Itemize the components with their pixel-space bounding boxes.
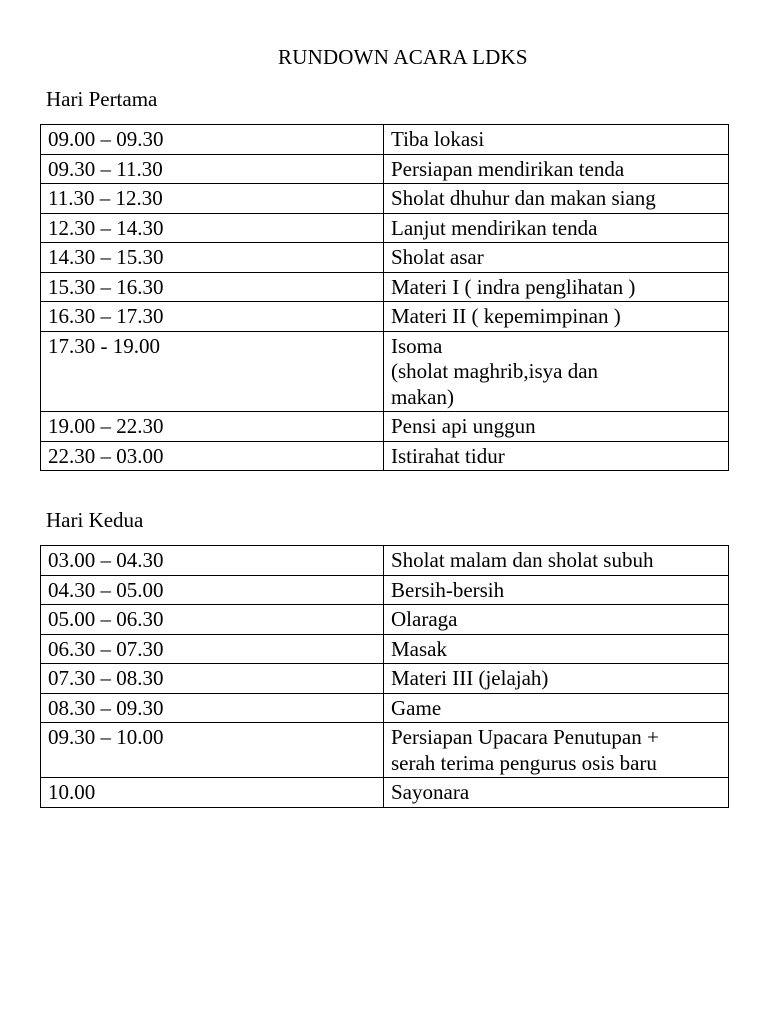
table-row [41,154,729,184]
table-row [41,605,729,635]
activity-cell: Olaraga [384,605,729,635]
time-cell: 10.00 [41,778,384,808]
activity-cell: Materi I ( indra penglihatan ) [384,272,729,302]
time-cell: 15.30 – 16.30 [41,272,384,302]
time-cell: 22.30 – 03.00 [41,441,384,471]
time-cell: 09.30 – 11.30 [41,154,384,184]
time-cell: 03.00 – 04.30 [41,546,384,576]
activity-cell: Materi III (jelajah) [384,664,729,694]
time-cell: 12.30 – 14.30 [41,213,384,243]
activity-cell: Sayonara [384,778,729,808]
activity-cell: Lanjut mendirikan tenda [384,213,729,243]
table-row [41,272,729,302]
table-row [41,575,729,605]
document-title: RUNDOWN ACARA LDKS [278,45,528,69]
table-row [41,634,729,664]
schedule-table-hari-kedua [40,545,729,808]
time-cell: 09.00 – 09.30 [41,125,384,155]
table-row [41,693,729,723]
table-row [41,546,729,576]
table-row [41,243,729,273]
time-cell: 14.30 – 15.30 [41,243,384,273]
time-cell: 09.30 – 10.00 [41,723,384,778]
activity-cell: Game [384,693,729,723]
time-cell: 11.30 – 12.30 [41,184,384,214]
time-cell: 08.30 – 09.30 [41,693,384,723]
time-cell: 06.30 – 07.30 [41,634,384,664]
table-row [41,125,729,155]
table-row [41,723,729,778]
activity-cell: Sholat malam dan sholat subuh [384,546,729,576]
activity-cell: Masak [384,634,729,664]
time-cell: 05.00 – 06.30 [41,605,384,635]
activity-cell: Sholat dhuhur dan makan siang [384,184,729,214]
day-heading-hari-kedua: Hari Kedua [46,508,144,532]
activity-cell: Materi II ( kepemimpinan ) [384,302,729,332]
time-cell: 04.30 – 05.00 [41,575,384,605]
activity-cell: Isoma (sholat maghrib,isya dan makan) [384,331,729,412]
table-row [41,412,729,442]
table-row [41,302,729,332]
time-cell: 16.30 – 17.30 [41,302,384,332]
activity-cell: Istirahat tidur [384,441,729,471]
day-heading-hari-pertama: Hari Pertama [46,87,158,111]
table-row [41,441,729,471]
schedule-table-hari-pertama [40,124,729,471]
activity-cell: Tiba lokasi [384,125,729,155]
activity-cell: Bersih-bersih [384,575,729,605]
table-row [41,331,729,412]
table-row [41,213,729,243]
activity-cell: Pensi api unggun [384,412,729,442]
time-cell: 19.00 – 22.30 [41,412,384,442]
time-cell: 07.30 – 08.30 [41,664,384,694]
activity-cell: Persiapan mendirikan tenda [384,154,729,184]
activity-cell: Sholat asar [384,243,729,273]
table-row [41,664,729,694]
activity-cell: Persiapan Upacara Penutupan + serah terima pengurus osis baru [384,723,729,778]
table-row [41,184,729,214]
table-row [41,778,729,808]
time-cell: 17.30 - 19.00 [41,331,384,412]
